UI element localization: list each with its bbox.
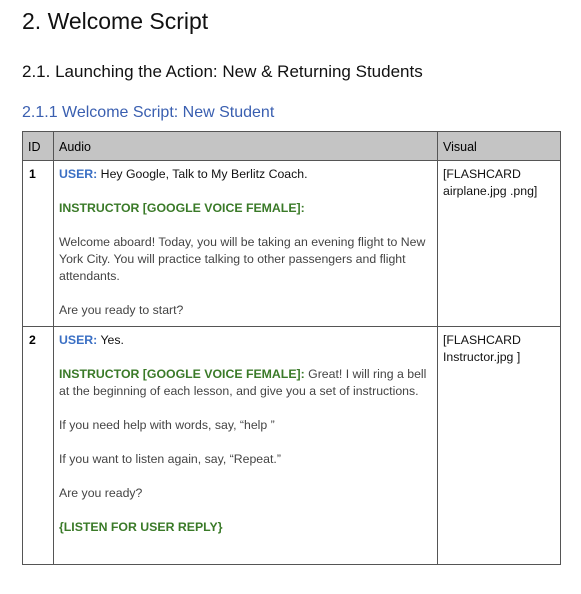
- table-row: [23, 327, 561, 565]
- header-visual: Visual: [438, 132, 561, 161]
- instructor-line: [59, 200, 432, 217]
- row-id: 2: [23, 327, 54, 565]
- audio-line: Are you ready?: [59, 486, 143, 500]
- welcome-script-table: [22, 131, 561, 565]
- listen-cue: {LISTEN FOR USER REPLY}: [59, 520, 223, 534]
- audio-cell: [54, 327, 438, 565]
- instructor-label: INSTRUCTOR [GOOGLE VOICE FEMALE]:: [59, 367, 305, 381]
- subsubsection-title: 2.1.1 Welcome Script: New Student: [22, 104, 275, 121]
- audio-line: Welcome aboard! Today, you will be taking an evening flight to New York City. You will practice talking to other passengers and flight attendants.: [59, 235, 426, 283]
- header-audio: Audio: [54, 132, 438, 161]
- audio-line: Are you ready to start?: [59, 303, 184, 317]
- visual-cell: [FLASHCARD Instructor.jpg ]: [438, 327, 561, 565]
- audio-cell: [54, 161, 438, 327]
- audio-line: If you need help with words, say, “help ”: [59, 418, 275, 432]
- instructor-text: Great! I will ring a bell at the beginning of each lesson, and give you a set of instructions.: [59, 367, 427, 398]
- user-line: [59, 166, 432, 183]
- subsection-title: 2.1. Launching the Action: New & Returning Students: [22, 62, 423, 81]
- user-text: Yes.: [97, 333, 124, 347]
- row-id: 1: [23, 161, 54, 327]
- section-title: 2. Welcome Script: [22, 8, 209, 34]
- user-label: USER:: [59, 167, 98, 181]
- instructor-label: INSTRUCTOR [GOOGLE VOICE FEMALE]:: [59, 201, 305, 215]
- user-text: Hey Google, Talk to My Berlitz Coach.: [97, 167, 308, 181]
- visual-cell: [FLASHCARD airplane.jpg .png]: [438, 161, 561, 327]
- user-label: USER:: [59, 333, 98, 347]
- user-line: [59, 332, 432, 349]
- header-id: ID: [23, 132, 54, 161]
- audio-line: If you want to listen again, say, “Repeat.”: [59, 452, 281, 466]
- table-row: [23, 161, 561, 327]
- instructor-line: [59, 366, 432, 400]
- table-header-row: [23, 132, 561, 161]
